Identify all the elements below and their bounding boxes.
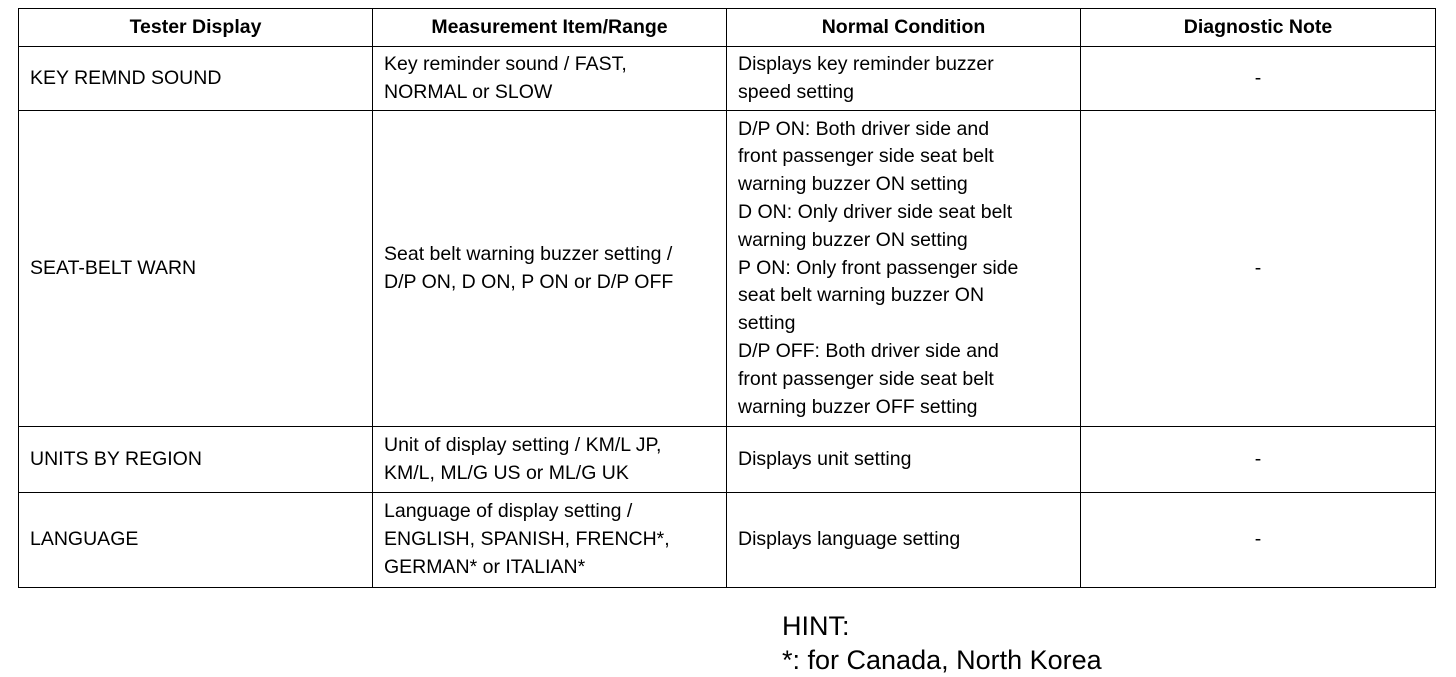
cell-line: D/P ON, D ON, P ON or D/P OFF [384,270,674,293]
cell-line: Displays language setting [738,528,961,551]
cell-line: D ON: Only driver side seat belt [738,201,1013,223]
cell-line: P ON: Only front passenger side [738,256,1019,279]
table-row [19,427,1436,493]
data-table [18,8,1436,588]
header-measurement-item: Measurement Item/Range [373,9,727,47]
cell-line: D/P OFF: Both driver side and [738,339,999,362]
cell-measurement [373,47,727,111]
cell-line: warning buzzer OFF setting [738,395,978,418]
cell-line: Displays key reminder buzzer [738,52,994,75]
cell-normal-condition [727,111,1081,427]
cell-line: front passenger side seat belt [738,367,994,390]
cell-line: Displays unit setting [738,447,912,470]
cell-diagnostic-note: - [1081,427,1436,493]
cell-tester-display: KEY REMND SOUND [19,47,373,111]
cell-normal-condition [727,493,1081,588]
header-tester-display: Tester Display [19,9,373,47]
cell-line: warning buzzer ON setting [738,173,968,196]
cell-line: seat belt warning buzzer ON [738,284,985,307]
hint-title: HINT: [782,611,850,641]
cell-line: NORMAL or SLOW [384,80,553,103]
cell-line: setting [738,312,796,335]
cell-line: speed setting [738,80,855,103]
cell-line: Language of display setting / [384,500,633,523]
cell-tester-display: LANGUAGE [19,493,373,588]
table-row [19,47,1436,111]
cell-line: Key reminder sound / FAST, [384,52,627,75]
hint-text: *: for Canada, North Korea [782,645,1102,675]
header-normal-condition: Normal Condition [727,9,1081,47]
cell-line: KM/L, ML/G US or ML/G UK [384,461,629,484]
cell-measurement [373,427,727,493]
table-row [19,493,1436,588]
header-diagnostic-note: Diagnostic Note [1081,9,1436,47]
cell-line: D/P ON: Both driver side and [738,117,990,140]
cell-diagnostic-note: - [1081,111,1436,427]
cell-measurement [373,493,727,588]
cell-diagnostic-note: - [1081,47,1436,111]
cell-line: warning buzzer ON setting [738,228,968,251]
cell-line: front passenger side seat belt [738,145,994,168]
cell-measurement [373,111,727,427]
hint-note [782,609,1102,677]
cell-line: GERMAN* or ITALIAN* [384,555,586,578]
cell-normal-condition [727,47,1081,111]
cell-diagnostic-note: - [1081,493,1436,588]
cell-line: Seat belt warning buzzer setting / [384,242,673,265]
table-row [19,111,1436,427]
cell-normal-condition [727,427,1081,493]
table-header-row [19,9,1436,47]
cell-tester-display: SEAT-BELT WARN [19,111,373,427]
cell-tester-display: UNITS BY REGION [19,427,373,493]
cell-line: Unit of display setting / KM/L JP, [384,433,662,456]
cell-line: ENGLISH, SPANISH, FRENCH*, [384,528,670,551]
